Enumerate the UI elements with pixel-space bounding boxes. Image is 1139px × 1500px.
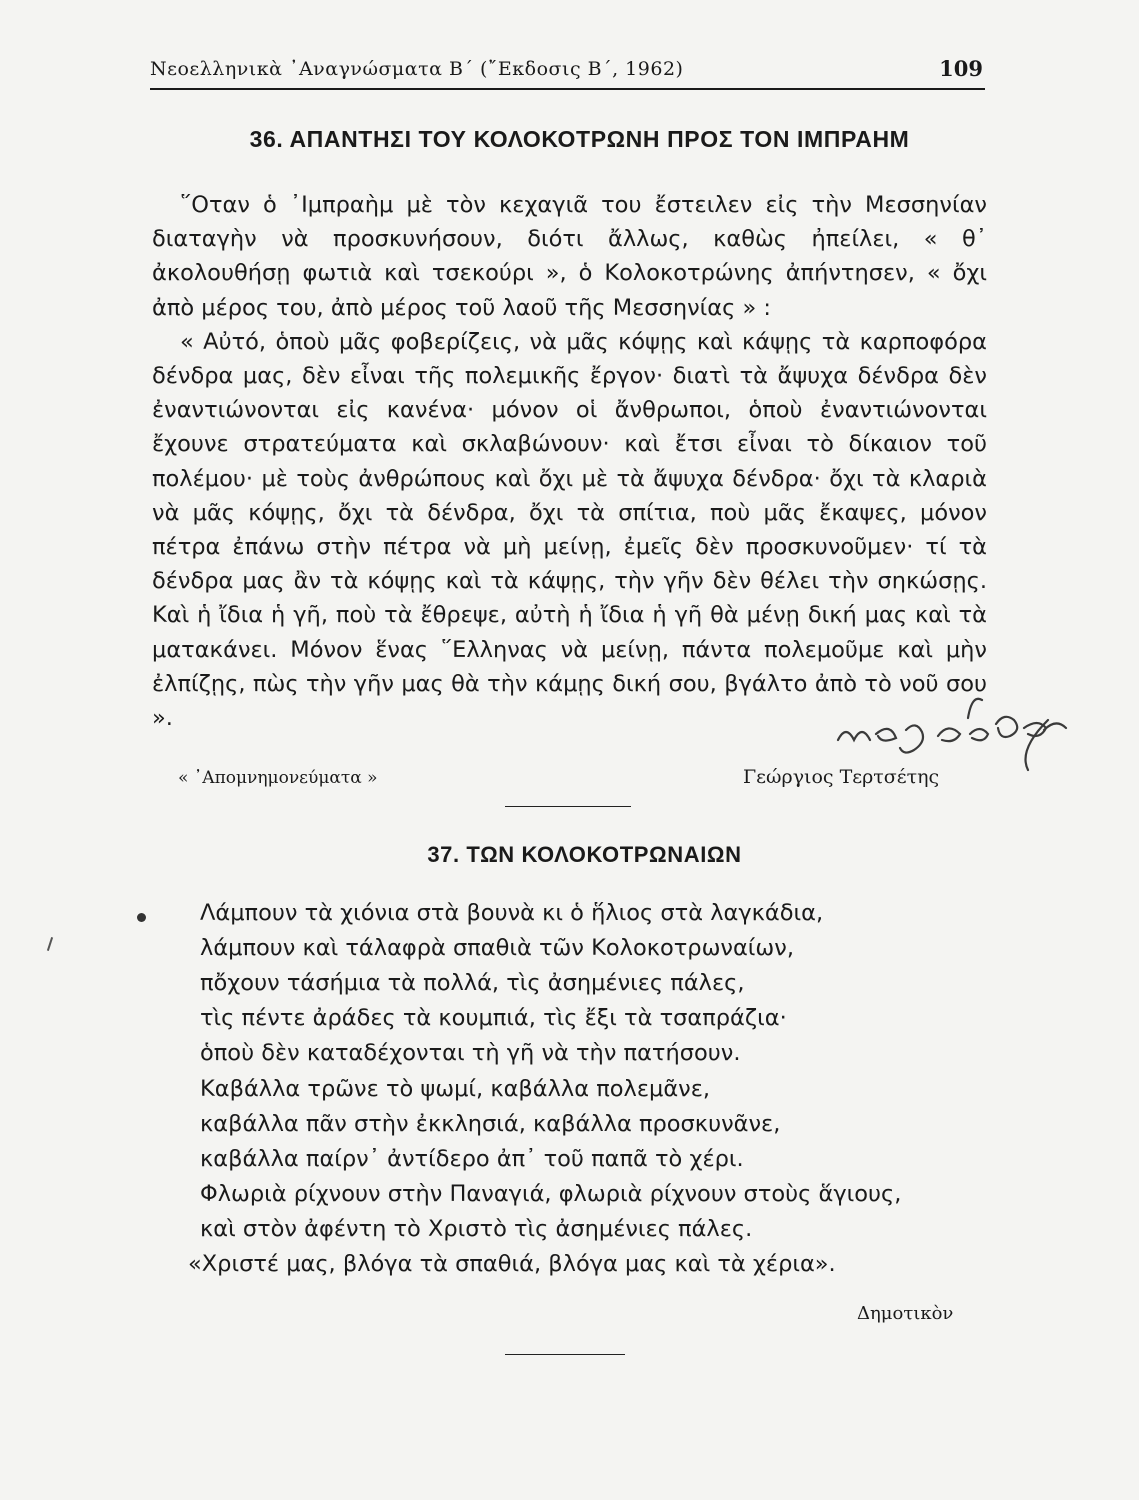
stray-pencil-mark bbox=[47, 937, 53, 951]
page-number: 109 bbox=[939, 56, 983, 81]
author-name: Γεώργιος Τερτσέτης bbox=[743, 766, 940, 788]
section-36-text bbox=[152, 188, 987, 735]
poem-line: καβάλλα πᾶν στὴν ἐκκλησιά, καβάλλα προσκυνᾶνε, bbox=[200, 1111, 781, 1137]
running-head-title: Νεοελληνικὰ ᾿Αναγνώσματα Β΄ (῎Εκδοσις Β΄, 1962) bbox=[150, 58, 684, 80]
poem-line: καὶ στὸν ἀφέντη τὸ Χριστὸ τὶς ἀσημένιες πάλες. bbox=[200, 1216, 753, 1242]
poem-line: καβάλλα παίρν᾿ ἀντίδερο ἀπ᾿ τοῦ παπᾶ τὸ χέρι. bbox=[200, 1146, 744, 1172]
poem-line: πὄχουν τάσήμια τὰ πολλά, τὶς ἀσημένιες πάλες, bbox=[200, 970, 745, 996]
handwritten-note bbox=[820, 678, 1080, 778]
paragraph: ῞Οταν ὁ ᾿Ιμπραὴμ μὲ τὸν κεχαγιᾶ του ἔστειλεν εἰς τὴν Μεσσηνίαν διαταγὴν νὰ προσκυνήσουν, διότι ἄλλως, καθὼς ἠπείλει, « θ᾿ ἀκολουθήσῃ φωτιὰ καὶ τσεκούρι », ὁ Κολοκοτρώνης ἀπήντησεν, « ὄχι ἀπὸ μέρος του, ἀπὸ μέρος τοῦ λαοῦ τῆς Μεσσηνίας » : bbox=[152, 192, 987, 321]
poem-source: Δημοτικὸν bbox=[857, 1303, 954, 1324]
end-divider bbox=[505, 1354, 625, 1355]
paragraph: « Αὐτό, ὁποὺ μᾶς φοβερίζεις, νὰ μᾶς κόψῃς καὶ κάψῃς τὰ καρποφόρα δένδρα μας, δὲν εἶναι τῆς πολεμικῆς ἔργον· διατὶ τὰ ἄψυχα δένδρα δὲν ἐναντιώνονται εἰς κανένα· μόνον οἱ ἄνθρωποι, ὁποὺ ἐναντιώνονται ἔχουνε στρατεύματα καὶ σκλαβώνουν· καὶ ἔτσι εἶναι τὸ δίκαιον τοῦ πολέμου· μὲ τοὺς ἀνθρώπους καὶ ὄχι μὲ τὰ ἄψυχα δένδρα· ὄχι τὰ κλαριὰ νὰ μᾶς κόψῃς, ὄχι τὰ δένδρα, ὄχι τὰ σπίτια, ποὺ μᾶς ἔκαψες, μόνον πέτρα ἐπάνω στὴν πέτρα νὰ μὴ μείνῃ, ἐμεῖς δὲν προσκυνοῦμεν· τί τὰ δένδρα μας ἂν τὰ κόψῃς καὶ τὰ κάψῃς, τὴν γῆν δὲν θέλει τὴν σηκώσῃς. Καὶ ἡ ἴδια ἡ γῆ, ποὺ τὰ ἔθρεψε, αὐτὴ ἡ ἴδια ἡ γῆ θὰ μένῃ δική μας καὶ τὰ ματαкάνει. Μόνον ἕνας ῞Ελληνας νὰ μείνῃ, πάντα πολεμοῦμε καὶ μὴν ἐλπίζῃς, πὼς τὴν γῆν μας θὰ τὴν κάμῃς δική σου, βγάλτο ἀπὸ τὸ νοῦ σου ». bbox=[152, 328, 987, 732]
section-37-heading: 37. ΤΩΝ ΚΟΛΟΚΟΤΡΩΝΑΙΩΝ bbox=[427, 842, 742, 867]
bullet-dot-icon bbox=[137, 913, 146, 922]
section-divider bbox=[505, 806, 631, 807]
source-memoirs: « ᾿Απομνημονεύματα » bbox=[178, 768, 378, 788]
poem-line: ὁποὺ δὲν καταδέχονται τὴ γῆ νὰ τὴν πατήσουν. bbox=[200, 1040, 741, 1066]
section-36-heading: 36. ΑΠΑΝΤΗΣΙ ΤΟΥ ΚΟΛΟΚΟΤΡΩΝΗ ΠΡΟΣ ΤΟΝ ΙΜΠΡΑΗΜ bbox=[249, 126, 910, 152]
poem-line: λάμπουν καὶ τάλαφρὰ σπαθιὰ τῶν Κολοκοτρωναίων, bbox=[200, 935, 794, 961]
poem-line: Φλωριὰ ρίχνουν στὴν Παναγιά, φλωριὰ ρίχνουν στοὺς ἅγιους, bbox=[200, 1181, 902, 1207]
poem-line: «Χριστέ μας, βλόγα τὰ σπαθιά, βλόγα μας καὶ τὰ χέρια». bbox=[188, 1251, 836, 1277]
poem-line: τὶς πέντε ἀράδες τὰ κουμπιά, τὶς ἔξι τὰ τσαπράζια· bbox=[200, 1005, 787, 1031]
poem-line: Λάμπουν τὰ χιόνια στὰ βουνὰ κι ὁ ἥλιος στὰ λαγκάδια, bbox=[200, 900, 824, 926]
poem-line: Καβάλλα τρῶνε τὸ ψωμί, καβάλλα πολεμᾶνε, bbox=[200, 1076, 711, 1102]
running-head bbox=[150, 56, 985, 90]
